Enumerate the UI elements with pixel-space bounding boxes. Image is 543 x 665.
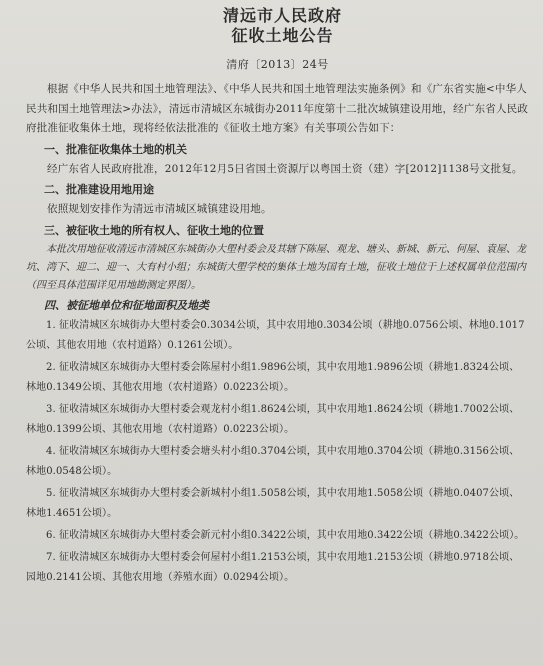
section-2-body: 依照规划安排作为清远市清城区城镇建设用地。 [47,203,272,215]
land-item: 3. 征收清城区东城街办大塱村委会观龙村小组1.8624公顷，其中农用地1.8624公顷（耕地1.7002公顷、林地0.1399公顷、其他农用地（农村道路）0.0223公顷）。 [26,403,520,435]
land-item: 7. 征收清城区东城街办大塱村委会何屋村小组1.2153公顷，其中农用地1.2153公顷（耕地0.9718公顷、园地0.2141公顷、其他农用地（养殖水面）0.0294公顷）。 [26,551,520,583]
document-number: 清府〔2013〕24号 [226,58,329,71]
section-2-heading: 二、批准建设用地用途 [44,183,154,196]
intro-paragraph: 根据《中华人民共和国土地管理法》、《中华人民共和国土地管理法实施条例》和《广东省实施<中华人民共和国土地管理法>办法》，清远市清城区东城街办2011年度第十二批次城镇建设用地，经广东省人民政府批准征收集体土地，现将经依法批准的《征收土地方案》有关事项公告如下： [26,83,529,134]
section-4-heading: 四、被征地单位和征地面积及地类 [44,298,209,312]
land-item: 5. 征收清城区东城街办大塱村委会新城村小组1.5058公顷，其中农用地1.5058公顷（耕地0.0407公顷、林地1.4651公顷）。 [26,487,520,519]
section-3-heading: 三、被征收土地的所有权人、征收土地的位置 [44,223,264,237]
land-item: 1. 征收清城区东城街办大塱村委会0.3034公顷，其中农用地0.3034公顷（耕地0.0756公顷、林地0.1017公顷、其他农用地（农村道路）0.1261公顷）。 [26,319,525,351]
notice-title: 征收土地公告 [231,26,334,45]
section-3-body: 本批次用地征收清远市清城区东城街办大塱村委会及其辖下陈屋、观龙、塘头、新城、新元、何屋、袁屋、龙坑、湾下、迎二、迎一、大有村小组；东城街大塱学校的集体土地为国有土地，征收土地位于上述权属单位范围内（四至具体范围详见用地勘测定界图）。 [26,243,526,291]
land-item: 2. 征收清城区东城街办大塱村委会陈屋村小组1.9896公顷，其中农用地1.9896公顷（耕地1.8324公顷、林地0.1349公顷、其他农用地（农村道路）0.0223公顷）。 [26,361,520,393]
land-item: 6. 征收清城区东城街办大塱村委会新元村小组0.3422公顷，其中农用地0.3422公顷（耕地0.3422公顷）。 [46,529,525,541]
section-1-heading: 一、批准征收集体土地的机关 [44,142,187,156]
land-item: 4. 征收清城区东城街办大塱村委会塘头村小组0.3704公顷，其中农用地0.3704公顷（耕地0.3156公顷、林地0.0548公顷）。 [26,445,520,477]
issuer-title: 清远市人民政府 [222,6,342,25]
section-1-body: 经广东省人民政府批准，2012年12月5日省国土资源厅以粤国土资（建）字[2012]1138号文批复。 [47,162,523,175]
